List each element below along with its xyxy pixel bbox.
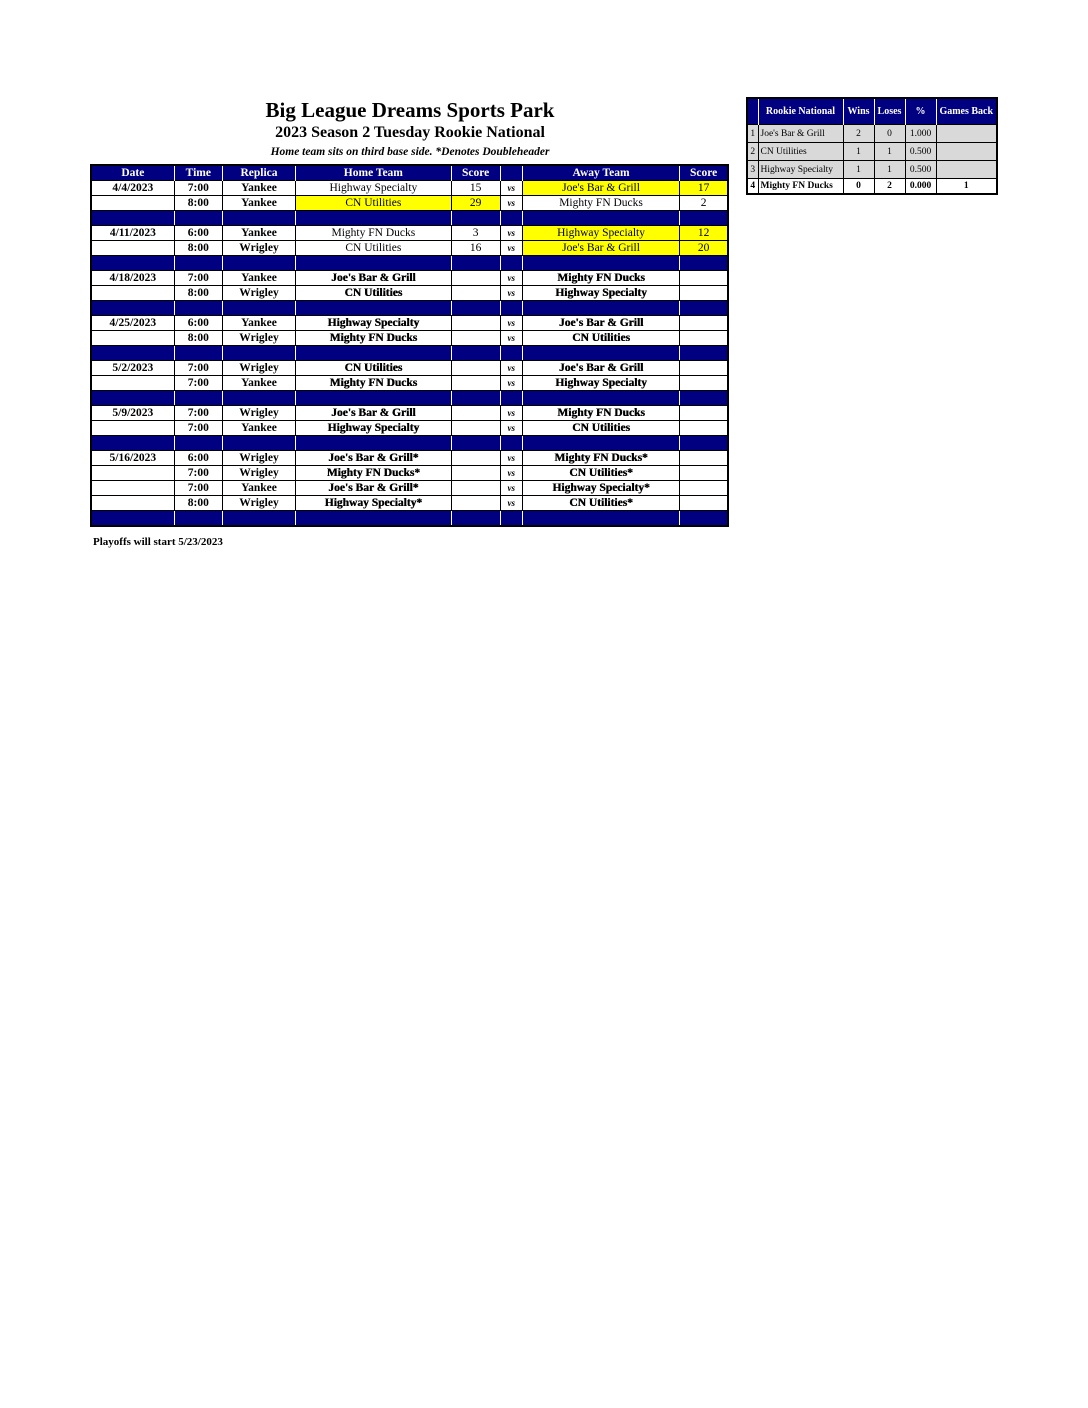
away-score bbox=[680, 421, 728, 436]
vs-label: vs bbox=[500, 181, 522, 196]
col-away-team: Away Team bbox=[522, 165, 679, 181]
week-separator-row bbox=[91, 436, 728, 451]
game-date: 4/18/2023 bbox=[91, 271, 174, 286]
separator-cell bbox=[451, 211, 500, 226]
standings-rank: 4 bbox=[747, 179, 758, 195]
vs-label: vs bbox=[500, 271, 522, 286]
home-team: Joe's Bar & Grill bbox=[296, 271, 451, 286]
standings-games-back bbox=[936, 161, 997, 179]
away-score bbox=[680, 286, 728, 301]
separator-cell bbox=[296, 511, 451, 527]
game-time: 8:00 bbox=[174, 196, 222, 211]
separator-cell bbox=[174, 256, 222, 271]
game-row bbox=[91, 286, 728, 301]
away-team: Highway Specialty bbox=[522, 226, 679, 241]
away-team: Mighty FN Ducks bbox=[522, 406, 679, 421]
vs-label: vs bbox=[500, 196, 522, 211]
home-score bbox=[451, 406, 500, 421]
game-date: 4/11/2023 bbox=[91, 226, 174, 241]
away-team: Joe's Bar & Grill bbox=[522, 361, 679, 376]
home-score bbox=[451, 481, 500, 496]
away-team: Joe's Bar & Grill bbox=[522, 181, 679, 196]
standings-pct: 1.000 bbox=[905, 125, 936, 143]
away-score bbox=[680, 481, 728, 496]
standings-rank: 3 bbox=[747, 161, 758, 179]
game-row bbox=[91, 271, 728, 286]
game-row bbox=[91, 196, 728, 211]
vs-label: vs bbox=[500, 496, 522, 511]
vs-label: vs bbox=[500, 286, 522, 301]
standings-header-row bbox=[747, 98, 997, 125]
separator-cell bbox=[222, 511, 295, 527]
standings-pct: 0.500 bbox=[905, 161, 936, 179]
away-score bbox=[680, 496, 728, 511]
separator-cell bbox=[680, 511, 728, 527]
away-team: Mighty FN Ducks bbox=[522, 271, 679, 286]
separator-cell bbox=[91, 256, 174, 271]
away-score bbox=[680, 271, 728, 286]
game-replica: Yankee bbox=[222, 376, 295, 391]
away-team: Joe's Bar & Grill bbox=[522, 316, 679, 331]
game-date bbox=[91, 421, 174, 436]
home-team: CN Utilities bbox=[296, 361, 451, 376]
vs-label: vs bbox=[500, 376, 522, 391]
home-team: Highway Specialty bbox=[296, 316, 451, 331]
game-row bbox=[91, 226, 728, 241]
playoffs-note: Playoffs will start 5/23/2023 bbox=[93, 536, 223, 548]
vs-label: vs bbox=[500, 361, 522, 376]
game-replica: Wrigley bbox=[222, 361, 295, 376]
week-separator-row bbox=[91, 256, 728, 271]
standings-col-wins: Wins bbox=[843, 98, 874, 125]
standings-col-loses: Loses bbox=[874, 98, 905, 125]
game-date: 5/2/2023 bbox=[91, 361, 174, 376]
home-score: 16 bbox=[451, 241, 500, 256]
game-date bbox=[91, 496, 174, 511]
separator-cell bbox=[296, 256, 451, 271]
separator-cell bbox=[451, 301, 500, 316]
game-time: 7:00 bbox=[174, 361, 222, 376]
home-team: Highway Specialty* bbox=[296, 496, 451, 511]
separator-cell bbox=[451, 391, 500, 406]
game-replica: Yankee bbox=[222, 421, 295, 436]
home-team: CN Utilities bbox=[296, 286, 451, 301]
separator-cell bbox=[296, 211, 451, 226]
standings-team: Highway Specialty bbox=[758, 161, 843, 179]
vs-label: vs bbox=[500, 331, 522, 346]
home-score bbox=[451, 361, 500, 376]
week-separator-row bbox=[91, 301, 728, 316]
standings-wins: 2 bbox=[843, 125, 874, 143]
away-score bbox=[680, 466, 728, 481]
separator-cell bbox=[451, 436, 500, 451]
away-team: Mighty FN Ducks bbox=[522, 196, 679, 211]
home-score bbox=[451, 316, 500, 331]
standings-loses: 0 bbox=[874, 125, 905, 143]
separator-cell bbox=[500, 346, 522, 361]
away-score bbox=[680, 316, 728, 331]
game-row bbox=[91, 496, 728, 511]
vs-label: vs bbox=[500, 421, 522, 436]
home-team: Joe's Bar & Grill bbox=[296, 406, 451, 421]
game-replica: Wrigley bbox=[222, 466, 295, 481]
away-team: CN Utilities* bbox=[522, 496, 679, 511]
home-team: CN Utilities bbox=[296, 241, 451, 256]
col-replica: Replica bbox=[222, 165, 295, 181]
separator-cell bbox=[680, 256, 728, 271]
separator-cell bbox=[222, 211, 295, 226]
page-subtitle: 2023 Season 2 Tuesday Rookie National bbox=[275, 124, 545, 141]
game-replica: Yankee bbox=[222, 316, 295, 331]
separator-cell bbox=[91, 436, 174, 451]
game-row bbox=[91, 466, 728, 481]
game-date bbox=[91, 331, 174, 346]
away-score: 20 bbox=[680, 241, 728, 256]
away-score: 12 bbox=[680, 226, 728, 241]
separator-cell bbox=[222, 436, 295, 451]
game-date: 5/16/2023 bbox=[91, 451, 174, 466]
game-row bbox=[91, 376, 728, 391]
home-team: Joe's Bar & Grill* bbox=[296, 451, 451, 466]
game-replica: Wrigley bbox=[222, 451, 295, 466]
separator-cell bbox=[500, 301, 522, 316]
game-row bbox=[91, 361, 728, 376]
separator-cell bbox=[680, 436, 728, 451]
separator-cell bbox=[91, 346, 174, 361]
vs-label: vs bbox=[500, 406, 522, 421]
separator-cell bbox=[680, 346, 728, 361]
standings-col-rank bbox=[747, 98, 758, 125]
standings-row bbox=[747, 125, 997, 143]
week-separator-row bbox=[91, 511, 728, 527]
col-vs bbox=[500, 165, 522, 181]
game-row bbox=[91, 241, 728, 256]
home-team: Mighty FN Ducks* bbox=[296, 466, 451, 481]
schedule-note: Home team sits on third base side. *Denotes Doubleheader bbox=[270, 146, 550, 158]
home-team: Highway Specialty bbox=[296, 181, 451, 196]
game-replica: Wrigley bbox=[222, 406, 295, 421]
separator-cell bbox=[522, 301, 679, 316]
col-time: Time bbox=[174, 165, 222, 181]
game-replica: Yankee bbox=[222, 271, 295, 286]
vs-label: vs bbox=[500, 226, 522, 241]
home-team: Joe's Bar & Grill* bbox=[296, 481, 451, 496]
separator-cell bbox=[91, 391, 174, 406]
game-time: 7:00 bbox=[174, 466, 222, 481]
game-date bbox=[91, 481, 174, 496]
standings-wins: 1 bbox=[843, 161, 874, 179]
separator-cell bbox=[174, 436, 222, 451]
away-team: CN Utilities* bbox=[522, 466, 679, 481]
standings-team: CN Utilities bbox=[758, 143, 843, 161]
game-time: 7:00 bbox=[174, 271, 222, 286]
standings-rank: 2 bbox=[747, 143, 758, 161]
away-score bbox=[680, 451, 728, 466]
standings-wins: 1 bbox=[843, 143, 874, 161]
home-score bbox=[451, 421, 500, 436]
week-separator-row bbox=[91, 391, 728, 406]
home-team: Mighty FN Ducks bbox=[296, 226, 451, 241]
game-date: 4/25/2023 bbox=[91, 316, 174, 331]
home-score bbox=[451, 271, 500, 286]
standings-loses: 2 bbox=[874, 179, 905, 195]
game-replica: Yankee bbox=[222, 481, 295, 496]
separator-cell bbox=[222, 391, 295, 406]
vs-label: vs bbox=[500, 481, 522, 496]
away-team: Joe's Bar & Grill bbox=[522, 241, 679, 256]
separator-cell bbox=[222, 301, 295, 316]
standings-wins: 0 bbox=[843, 179, 874, 195]
game-row bbox=[91, 331, 728, 346]
standings-rank: 1 bbox=[747, 125, 758, 143]
game-date: 5/9/2023 bbox=[91, 406, 174, 421]
away-team: Highway Specialty bbox=[522, 286, 679, 301]
home-score bbox=[451, 466, 500, 481]
game-time: 6:00 bbox=[174, 226, 222, 241]
vs-label: vs bbox=[500, 466, 522, 481]
game-time: 7:00 bbox=[174, 376, 222, 391]
game-date bbox=[91, 241, 174, 256]
game-replica: Wrigley bbox=[222, 496, 295, 511]
game-row bbox=[91, 451, 728, 466]
vs-label: vs bbox=[500, 451, 522, 466]
separator-cell bbox=[451, 346, 500, 361]
schedule-header-row bbox=[91, 165, 728, 181]
week-separator-row bbox=[91, 211, 728, 226]
game-date: 4/4/2023 bbox=[91, 181, 174, 196]
col-home-score: Score bbox=[451, 165, 500, 181]
home-team: CN Utilities bbox=[296, 196, 451, 211]
separator-cell bbox=[174, 346, 222, 361]
col-home-team: Home Team bbox=[296, 165, 451, 181]
separator-cell bbox=[522, 346, 679, 361]
away-score bbox=[680, 331, 728, 346]
col-date: Date bbox=[91, 165, 174, 181]
separator-cell bbox=[500, 391, 522, 406]
separator-cell bbox=[522, 511, 679, 527]
home-score bbox=[451, 331, 500, 346]
home-team: Mighty FN Ducks bbox=[296, 331, 451, 346]
separator-cell bbox=[296, 301, 451, 316]
game-time: 7:00 bbox=[174, 406, 222, 421]
home-score: 15 bbox=[451, 181, 500, 196]
standings-pct: 0.500 bbox=[905, 143, 936, 161]
away-team: Mighty FN Ducks* bbox=[522, 451, 679, 466]
standings-row bbox=[747, 161, 997, 179]
home-team: Mighty FN Ducks bbox=[296, 376, 451, 391]
standings-row bbox=[747, 143, 997, 161]
separator-cell bbox=[680, 391, 728, 406]
separator-cell bbox=[500, 436, 522, 451]
game-time: 8:00 bbox=[174, 496, 222, 511]
home-score: 3 bbox=[451, 226, 500, 241]
vs-label: vs bbox=[500, 241, 522, 256]
separator-cell bbox=[174, 301, 222, 316]
game-replica: Wrigley bbox=[222, 331, 295, 346]
away-score: 2 bbox=[680, 196, 728, 211]
away-team: Highway Specialty* bbox=[522, 481, 679, 496]
standings-table bbox=[746, 97, 998, 195]
game-replica: Yankee bbox=[222, 226, 295, 241]
game-time: 6:00 bbox=[174, 451, 222, 466]
separator-cell bbox=[91, 211, 174, 226]
standings-col-pct: % bbox=[905, 98, 936, 125]
separator-cell bbox=[522, 211, 679, 226]
game-time: 7:00 bbox=[174, 481, 222, 496]
schedule-body bbox=[91, 181, 728, 527]
home-score bbox=[451, 451, 500, 466]
standings-team: Mighty FN Ducks bbox=[758, 179, 843, 195]
separator-cell bbox=[451, 511, 500, 527]
away-score bbox=[680, 406, 728, 421]
game-time: 7:00 bbox=[174, 181, 222, 196]
game-date bbox=[91, 376, 174, 391]
separator-cell bbox=[91, 511, 174, 527]
game-row bbox=[91, 481, 728, 496]
separator-cell bbox=[174, 391, 222, 406]
separator-cell bbox=[174, 511, 222, 527]
game-replica: Yankee bbox=[222, 181, 295, 196]
game-date bbox=[91, 286, 174, 301]
standings-loses: 1 bbox=[874, 161, 905, 179]
separator-cell bbox=[522, 391, 679, 406]
standings-col-team: Rookie National bbox=[758, 98, 843, 125]
separator-cell bbox=[222, 346, 295, 361]
page-title: Big League Dreams Sports Park bbox=[265, 98, 555, 122]
home-score: 29 bbox=[451, 196, 500, 211]
separator-cell bbox=[500, 511, 522, 527]
separator-cell bbox=[680, 211, 728, 226]
away-score: 17 bbox=[680, 181, 728, 196]
game-row bbox=[91, 406, 728, 421]
standings-loses: 1 bbox=[874, 143, 905, 161]
standings-pct: 0.000 bbox=[905, 179, 936, 195]
game-replica: Yankee bbox=[222, 196, 295, 211]
standings-row bbox=[747, 179, 997, 195]
standings-games-back bbox=[936, 143, 997, 161]
separator-cell bbox=[680, 301, 728, 316]
game-time: 8:00 bbox=[174, 286, 222, 301]
schedule-table bbox=[90, 164, 729, 527]
col-away-score: Score bbox=[680, 165, 728, 181]
away-score bbox=[680, 376, 728, 391]
separator-cell bbox=[522, 436, 679, 451]
game-time: 6:00 bbox=[174, 316, 222, 331]
standings-col-games-back: Games Back bbox=[936, 98, 997, 125]
separator-cell bbox=[296, 436, 451, 451]
game-row bbox=[91, 316, 728, 331]
game-date bbox=[91, 466, 174, 481]
game-date bbox=[91, 196, 174, 211]
home-score bbox=[451, 286, 500, 301]
game-time: 7:00 bbox=[174, 421, 222, 436]
away-score bbox=[680, 361, 728, 376]
standings-games-back bbox=[936, 125, 997, 143]
separator-cell bbox=[500, 211, 522, 226]
home-score bbox=[451, 376, 500, 391]
separator-cell bbox=[91, 301, 174, 316]
separator-cell bbox=[500, 256, 522, 271]
separator-cell bbox=[222, 256, 295, 271]
game-row bbox=[91, 181, 728, 196]
game-replica: Wrigley bbox=[222, 286, 295, 301]
separator-cell bbox=[522, 256, 679, 271]
home-team: Highway Specialty bbox=[296, 421, 451, 436]
vs-label: vs bbox=[500, 316, 522, 331]
standings-team: Joe's Bar & Grill bbox=[758, 125, 843, 143]
away-team: CN Utilities bbox=[522, 331, 679, 346]
away-team: CN Utilities bbox=[522, 421, 679, 436]
separator-cell bbox=[174, 211, 222, 226]
game-time: 8:00 bbox=[174, 331, 222, 346]
separator-cell bbox=[451, 256, 500, 271]
standings-body bbox=[747, 125, 997, 195]
away-team: Highway Specialty bbox=[522, 376, 679, 391]
week-separator-row bbox=[91, 346, 728, 361]
separator-cell bbox=[296, 391, 451, 406]
game-replica: Wrigley bbox=[222, 241, 295, 256]
game-row bbox=[91, 421, 728, 436]
separator-cell bbox=[296, 346, 451, 361]
game-time: 8:00 bbox=[174, 241, 222, 256]
standings-games-back: 1 bbox=[936, 179, 997, 195]
home-score bbox=[451, 496, 500, 511]
